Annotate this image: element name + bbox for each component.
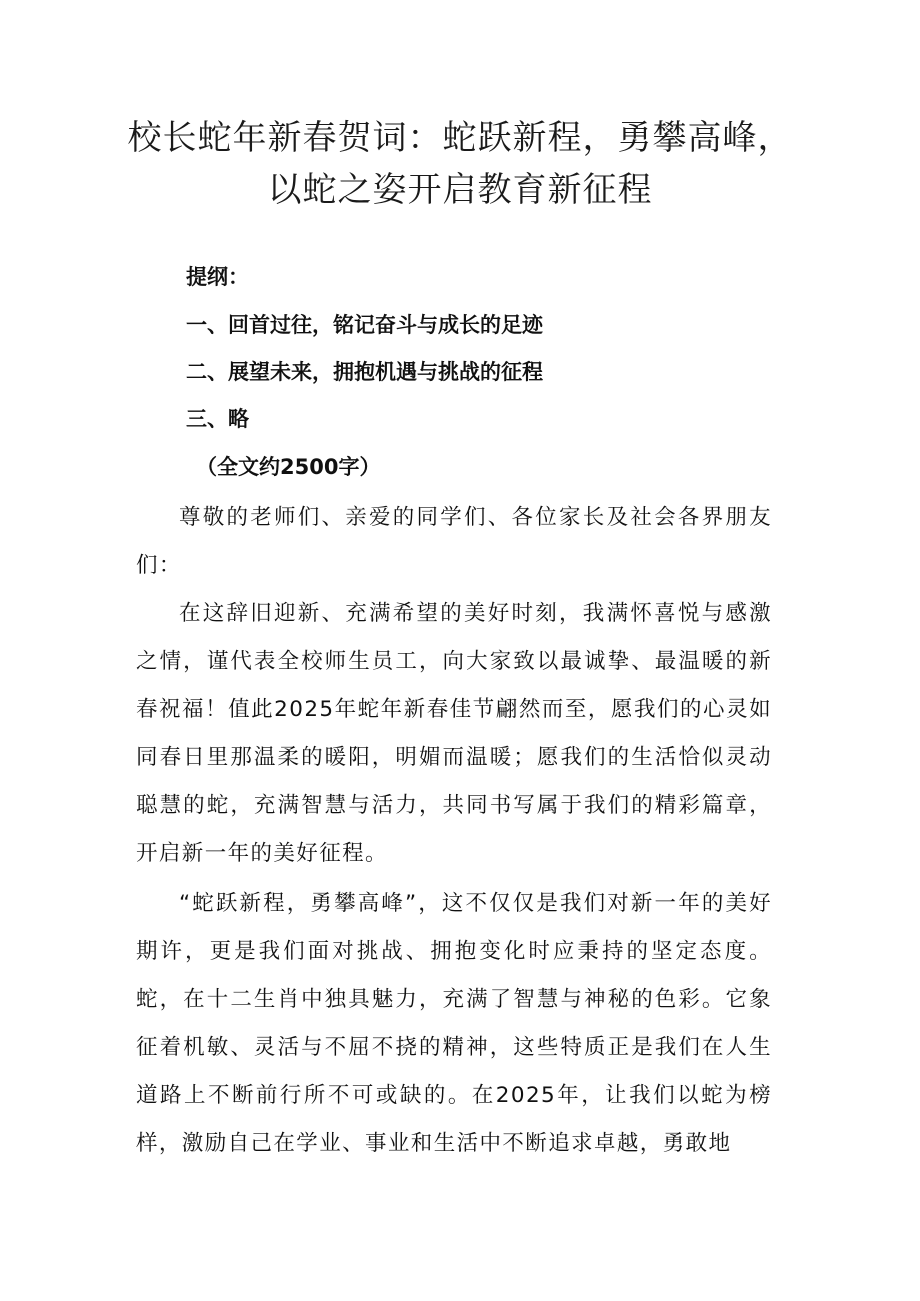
outline-item-1: 一、回首过往，铭记奋斗与成长的足迹 <box>186 313 543 337</box>
salutation-paragraph: 尊敬的老师们、亲爱的同学们、各位家长及社会各界朋友们： <box>136 505 772 578</box>
outline-item-3: 三、略 <box>186 407 249 431</box>
body-paragraph-1: 在这辞旧迎新、充满希望的美好时刻，我满怀喜悦与感激之情，谨代表全校师生员工，向大家致以最诚挚、最温暖的新春祝福！值此2025年蛇年新春佳节翩然而至，愿我们的心灵如同春日里那温柔的暖阳，明媚而温暖；愿我们的生活恰似灵动聪慧的蛇，充满智慧与活力，共同书写属于我们的精彩篇章，开启新一年的美好征程。 <box>136 601 772 866</box>
word-count-note: （全文约2500字） <box>196 455 381 479</box>
outline-item-2: 二、展望未来，拥抱机遇与挑战的征程 <box>186 360 543 384</box>
document-title: 校长蛇年新春贺词：蛇跃新程，勇攀高峰，以蛇之姿开启教育新征程 <box>127 118 793 210</box>
body-paragraph-2: “蛇跃新程，勇攀高峰”，这不仅仅是我们对新一年的美好期许，更是我们面对挑战、拥抱变化时应秉持的坚定态度。蛇，在十二生肖中独具魅力，充满了智慧与神秘的色彩。它象征着机敏、灵活与不屈不挠的精神，这些特质正是我们在人生道路上不断前行所不可或缺的。在2025年，让我们以蛇为榜样，激励自己在学业、事业和生活中不断追求卓越，勇敢地 <box>136 891 772 1156</box>
outline-heading: 提纲： <box>186 265 249 289</box>
